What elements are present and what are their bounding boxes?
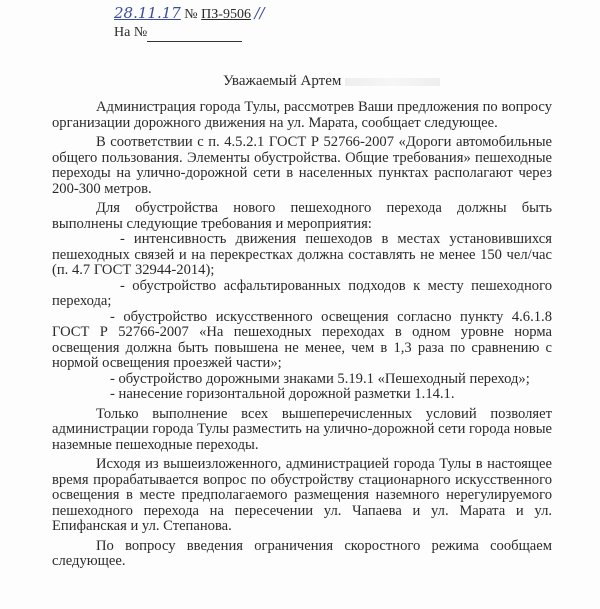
letter-body	[52, 100, 552, 570]
paragraph: По вопросу введения ограничения скоростного режима сообщаем следующее.	[52, 537, 552, 569]
list-item: - обустройство асфальтированных подходов к месту пешеходного перехода;	[52, 277, 552, 309]
paragraph: В соответствии с п. 4.5.2.1 ГОСТ Р 52766-2007 «Дороги автомобильные общего пользования. Элементы обустройства. Общие требования» пешеходные переходы на улично-дорожной сети в населенных пунктах располагают через 200-300 метров.	[52, 134, 552, 197]
list-item: - обустройство искусственного освещения согласно пункту 4.6.1.8 ГОСТ Р 52766-2007 «На пешеходных переходах в одном уровне норма освещения должна быть повышена не менее, чем в 1,3 раза по сравнению с нормой освещения проезжей части»;	[52, 308, 552, 371]
reply-to-label: На №	[114, 25, 148, 40]
handwritten-mark: //	[254, 4, 265, 22]
redacted-surname	[345, 78, 440, 86]
list-item: - интенсивность движения пешеходов в местах установившихся пешеходных связей и на перекрестках должна составлять не менее 150 чел/час (п. 4.7 ГОСТ 32944-2014);	[52, 231, 552, 278]
reply-to-blank-line	[147, 29, 242, 42]
paragraph: Исходя из вышеизложенного, администрацией города Тулы в настоящее время прорабатывается вопрос по обустройству стационарного искусственного освещения в месте предполагаемого размещения наземного нерегулируемого пешеходного перехода на пересечении ул. Чапаева и ул. Марата и ул. Епифанская и ул. Степанова.	[52, 456, 552, 534]
handwritten-date: 28.11.17	[114, 4, 181, 22]
document-number: ПЗ-9506	[201, 7, 251, 22]
paragraph: Для обустройства нового пешеходного перехода должны быть выполнены следующие требования и мероприятия:	[52, 200, 552, 232]
paragraph: Только выполнение всех вышеперечисленных условий позволяет администрации города Тулы разместить на улично-дорожной сети города новые наземные пешеходные переходы.	[52, 405, 552, 453]
letter-header	[114, 4, 265, 42]
list-item: - нанесение горизонтальной дорожной разметки 1.14.1.	[110, 386, 455, 402]
paragraph: Администрация города Тулы, рассмотрев Ваши предложения по вопросу организации дорожного движения на ул. Марата, сообщает следующее.	[52, 99, 552, 131]
greeting	[223, 73, 440, 90]
number-label: №	[184, 7, 198, 22]
list-item: - обустройство дорожными знаками 5.19.1 «Пешеходный переход»;	[110, 370, 530, 387]
greeting-text: Уважаемый Артем	[223, 73, 342, 89]
